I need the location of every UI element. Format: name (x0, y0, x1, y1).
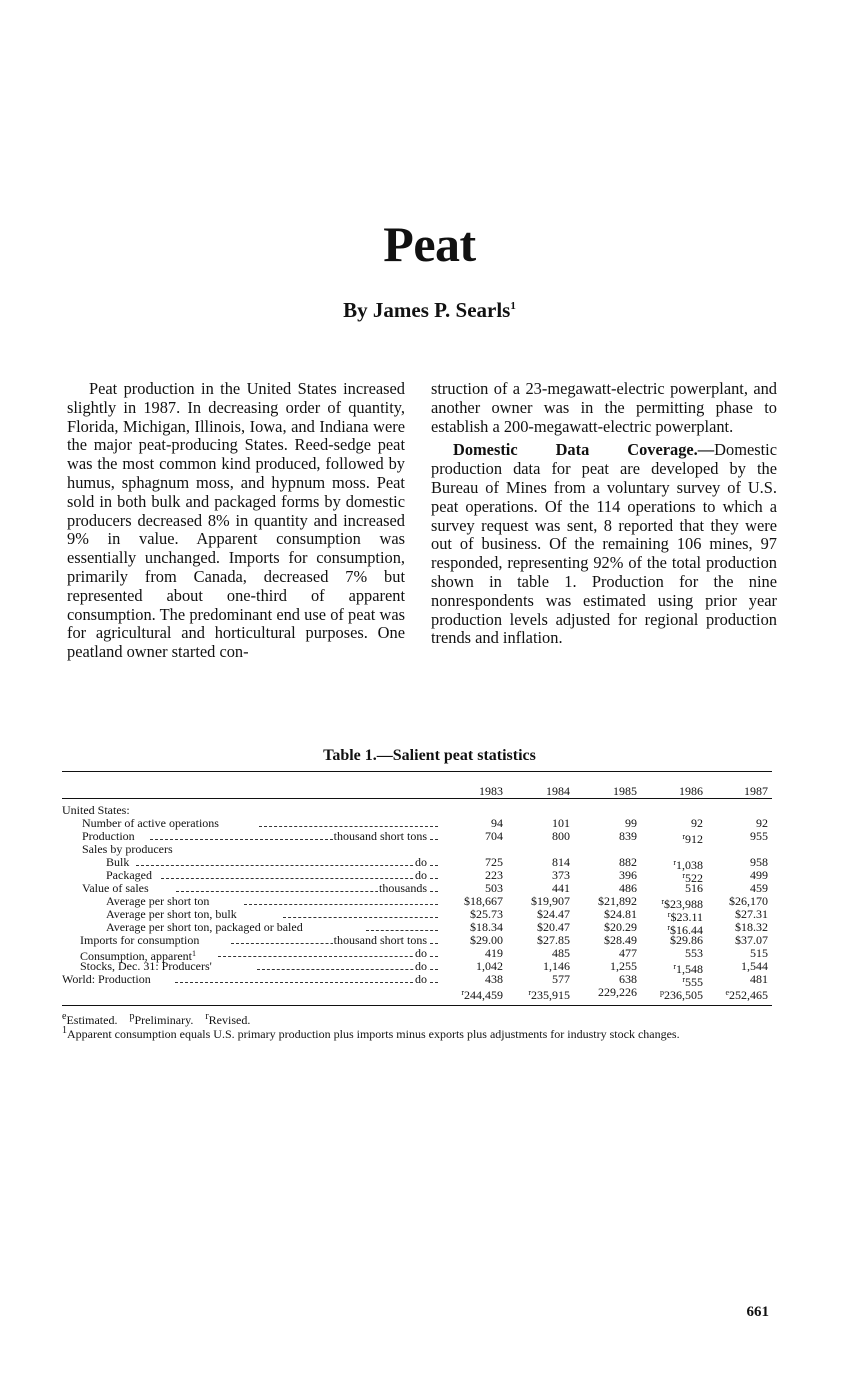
table-cell: 99 (625, 816, 637, 830)
table-top-rule (62, 771, 772, 772)
table-row-unit: thousand short tons (333, 933, 427, 947)
leader-dots (136, 865, 438, 866)
table-cell: $29.00 (470, 933, 503, 947)
table-row-label: Consumption, apparent$^1$ (80, 949, 196, 963)
table-cell: $18,667 (464, 894, 503, 908)
data-coverage-heading: Domestic Data Coverage.— (453, 440, 715, 460)
table-cell: 441 (552, 881, 570, 895)
table-cell: 485 (552, 946, 570, 960)
table-cell: $^r$1,038 (673, 858, 703, 872)
table-cell: 1,544 (741, 959, 768, 973)
leader-dots (218, 956, 438, 957)
table-cell: $28.49 (604, 933, 637, 947)
table-cell: 955 (750, 829, 768, 843)
table-cell: 704 (485, 829, 503, 843)
table-cell: $^r$\$23.11 (667, 910, 703, 924)
leader-dots (259, 826, 438, 827)
table-row-label: Average per short ton (106, 894, 210, 908)
page-number: 661 (746, 1304, 769, 1320)
year-header-1987: 1987 (744, 784, 768, 798)
table-cell: 1,042 (476, 959, 503, 973)
table-cell: $^r$912 (682, 832, 703, 846)
table-cell: 477 (619, 946, 637, 960)
table-row-label: Value of sales (82, 881, 149, 895)
table-cell: $18.34 (470, 920, 503, 934)
table-cell: 515 (750, 946, 768, 960)
table-cell: 882 (619, 855, 637, 869)
table-cell: 419 (485, 946, 503, 960)
table-cell: $27.85 (537, 933, 570, 947)
table-row-unit: do (415, 972, 427, 986)
data-coverage-paragraph (431, 441, 777, 648)
year-header-1986: 1986 (679, 784, 703, 798)
table-cell: 503 (485, 881, 503, 895)
table-cell: 92 (691, 816, 703, 830)
year-header-1983: 1983 (479, 784, 503, 798)
table-cell: 814 (552, 855, 570, 869)
table-cell: 516 (685, 881, 703, 895)
table-cell: 459 (750, 881, 768, 895)
table-cell: $37.07 (735, 933, 768, 947)
body-paragraph: Peat production in the United States increased slightly in 1987. In decreasing order of quantity, Florida, Michigan, Illinois, Iowa, and Indiana were the major peat-producing States. Reed-sedge peat was the most common kind produced, followed by humus, sphagnum moss, and hypnum moss. Peat sold in both bulk and packaged forms by domestic producers decreased 8% in quantity and increased 9% in value. Apparent consumption was essentially unchanged. Imports for consumption, primarily from Canada, decreased 7% but represented about one-third of apparent consumption. The predominant end use of peat was for agricultural and horticultural purposes. One peatland owner started con- (67, 379, 405, 662)
table-cell: 486 (619, 881, 637, 895)
body-column-left (67, 380, 405, 662)
author-footnote-mark: 1 (510, 300, 516, 312)
table-cell: $19,907 (531, 894, 570, 908)
leader-dots (257, 969, 438, 970)
table-row-label: Packaged (106, 868, 152, 882)
table-cell: 101 (552, 816, 570, 830)
leader-dots (283, 917, 438, 918)
table-cell: $20.47 (537, 920, 570, 934)
table-cell: $^e$252,465 (725, 988, 768, 1002)
table-cell: 839 (619, 829, 637, 843)
table-cell: $18.32 (735, 920, 768, 934)
table-cell: $26,170 (729, 894, 768, 908)
table-row-unit: thousands (379, 881, 427, 895)
table-cell: 800 (552, 829, 570, 843)
leader-dots (161, 878, 438, 879)
table-cell: $24.81 (604, 907, 637, 921)
table-row-label: Production (82, 829, 135, 843)
table-cell: 94 (491, 816, 503, 830)
table-cell: 553 (685, 946, 703, 960)
table-cell: $21,892 (598, 894, 637, 908)
footnote-1: $^1$Apparent consumption equals U.S. primary production plus imports minus exports plus adjustments for industry stock changes. (62, 1025, 680, 1041)
table-row-label: Imports for consumption (80, 933, 200, 947)
table-cell: $^r$235,915 (528, 988, 570, 1002)
table-row-unit: do (415, 959, 427, 973)
leader-dots (366, 930, 438, 931)
body-paragraph-continued: struction of a 23-megawatt-electric powerplant, and another owner was in the permitting phase to establish a 200-megawatt-electric powerplant. (431, 379, 777, 436)
table-cell: 958 (750, 855, 768, 869)
leader-dots (244, 904, 438, 905)
table-cell: $^r$244,459 (461, 988, 503, 1002)
table-row-unit: do (415, 868, 427, 882)
table-row-label: Bulk (106, 855, 130, 869)
table-row-label: Sales by producers (82, 842, 173, 856)
table-row-unit: thousand short tons (333, 829, 427, 843)
table-row-unit: do (415, 946, 427, 960)
data-coverage-text: Domestic production data for peat are developed by the Bureau of Mines from a voluntary survey of U.S. peat operations. Of the 114 operations to which a survey request was sent, 8 reported that they were out of business. Of the remaining 106 mines, 97 responded, representing 92% of the total production shown in table 1. Production for the nine nonrespondents was estimated using prior year production levels adjusted for regional production trends and inflation. (431, 440, 777, 648)
table-cell: 499 (750, 868, 768, 882)
table-cell: 1,146 (543, 959, 570, 973)
table-row-label: World: Production (62, 972, 151, 986)
table-cell: $20.29 (604, 920, 637, 934)
table-bottom-rule (62, 1005, 772, 1006)
table-cell: $^r$1,548 (673, 962, 703, 976)
table-cell: $^r$555 (682, 975, 703, 989)
leader-dots (175, 982, 438, 983)
table-row-label: Average per short ton, bulk (106, 907, 237, 921)
table-cell: 396 (619, 868, 637, 882)
table-cell: 638 (619, 972, 637, 986)
footnote-1-text: Apparent consumption equals U.S. primary production plus imports minus exports plus adjustments for industry stock changes. (67, 1027, 680, 1041)
table-cell: 223 (485, 868, 503, 882)
table-cell: 373 (552, 868, 570, 882)
author-name: By James P. Searls (343, 298, 511, 322)
table-row-label: Average per short ton, packaged or baled (106, 920, 303, 934)
table-row-label: Number of active operations (82, 816, 219, 830)
table-cell: $^r$522 (682, 871, 703, 885)
table-cell: 438 (485, 972, 503, 986)
year-header-1984: 1984 (546, 784, 570, 798)
table-cell: $^p$236,505 (660, 988, 703, 1002)
table-row-label: United States: (62, 803, 130, 817)
table-cell: 1,255 (610, 959, 637, 973)
table-cell: 92 (756, 816, 768, 830)
table-cell: $29.86 (670, 933, 703, 947)
footnote-marks: $^e$Estimated. $^p$Preliminary. $^r$Revised. (62, 1011, 251, 1027)
table-cell: 577 (552, 972, 570, 986)
body-column-right (431, 380, 777, 648)
table-cell: 481 (750, 972, 768, 986)
table-row-label: Stocks, Dec. 31: Producers' (80, 959, 212, 973)
table-cell: $24.47 (537, 907, 570, 921)
table-cell: $^r$\$16.44 (667, 923, 703, 937)
table-title: Table 1.—Salient peat statistics (323, 747, 536, 764)
year-header-1985: 1985 (613, 784, 637, 798)
author-byline (0, 298, 859, 323)
table-cell: $^r$\$23,988 (661, 897, 703, 911)
table-cell: $25.73 (470, 907, 503, 921)
table-cell: $27.31 (735, 907, 768, 921)
table-row-unit: do (415, 855, 427, 869)
page-title: Peat (383, 216, 476, 272)
table-cell: 229,226 (598, 985, 637, 999)
table-cell: 725 (485, 855, 503, 869)
